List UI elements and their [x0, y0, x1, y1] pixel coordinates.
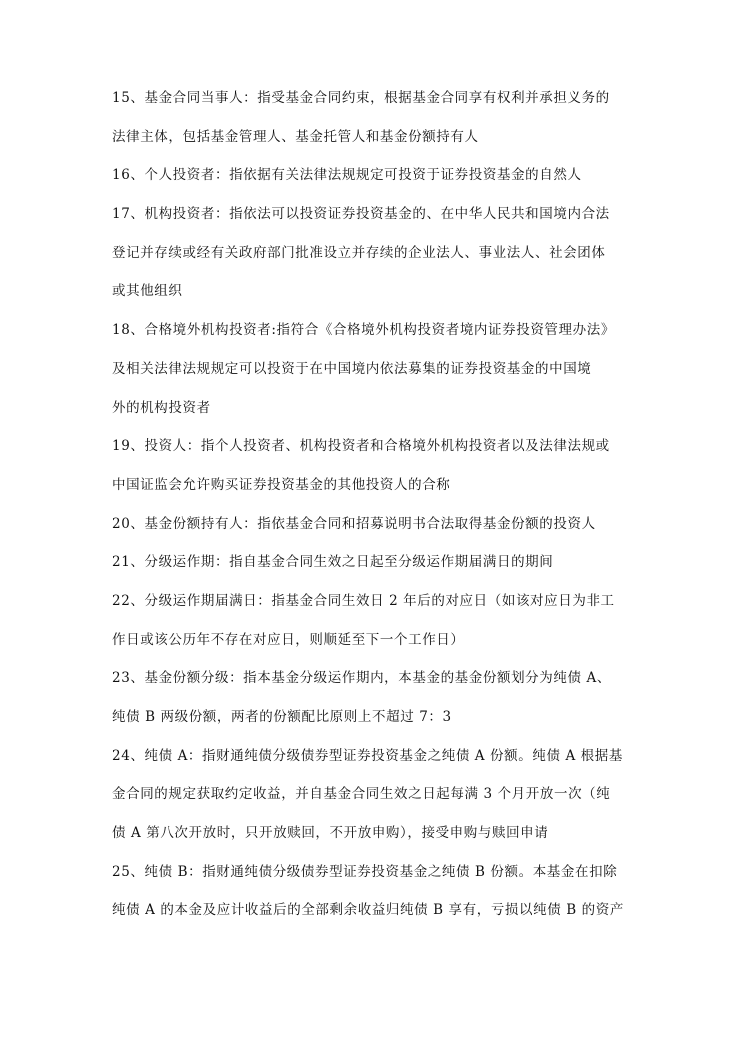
text-line: 19、投资人：指个人投资者、机构投资者和合格境外机构投资者以及法律法规或 — [112, 438, 610, 455]
text-line: 18、合格境外机构投资者:指符合《合格境外机构投资者境内证券投资管理办法》 — [112, 322, 615, 339]
text-line: 法律主体，包括基金管理人、基金托管人和基金份额持有人 — [112, 128, 479, 145]
text-line: 中国证监会允许购买证券投资基金的其他投资人的合称 — [112, 476, 451, 493]
text-line: 纯债 A 的本金及应计收益后的全部剩余收益归纯债 B 享有，亏损以纯债 B 的资产 — [112, 902, 624, 919]
text-line: 20、基金份额持有人：指依基金合同和招募说明书合法取得基金份额的投资人 — [112, 515, 596, 532]
text-line: 25、纯债 B：指财通纯债分级债券型证券投资基金之纯债 B 份额。本基金在扣除 — [112, 863, 618, 880]
text-line: 及相关法律法规规定可以投资于在中国境内依法募集的证券投资基金的中国境 — [112, 360, 592, 377]
text-line: 21、分级运作期：指自基金合同生效之日起至分级运作期届满日的期间 — [112, 554, 554, 571]
text-line: 17、机构投资者：指依法可以投资证券投资基金的、在中华人民共和国境内合法 — [112, 206, 610, 223]
text-line: 23、基金份额分级：指本基金分级运作期内，本基金的基金份额划分为纯债 A、 — [112, 670, 611, 687]
text-line: 16、个人投资者：指依据有关法律法规规定可投资于证券投资基金的自然人 — [112, 167, 582, 184]
text-line: 22、分级运作期届满日：指基金合同生效日 2 年后的对应日（如该对应日为非工 — [112, 592, 615, 609]
text-line: 或其他组织 — [112, 283, 183, 300]
text-line: 15、基金合同当事人：指受基金合同约束，根据基金合同享有权利并承担义务的 — [112, 90, 610, 106]
text-line: 外的机构投资者 — [112, 399, 211, 416]
text-line: 债 A 第八次开放时，只开放赎回，不开放申购），接受申购与赎回申请 — [112, 825, 549, 842]
document-body — [112, 88, 642, 939]
text-line: 登记并存续或经有关政府部门批准设立并存续的企业法人、事业法人、社会团体 — [112, 244, 606, 261]
text-line: 金合同的规定获取约定收益，并自基金合同生效之日起每满 3 个月开放一次（纯 — [112, 786, 611, 803]
text-line: 24、纯债 A：指财通纯债分级债券型证券投资基金之纯债 A 份额。纯债 A 根据基 — [112, 747, 623, 764]
text-line: 纯债 B 两级份额，两者的份额配比原则上不超过 7：3 — [112, 709, 452, 725]
text-line: 作日或该公历年不存在对应日，则顺延至下一个工作日） — [112, 631, 465, 648]
